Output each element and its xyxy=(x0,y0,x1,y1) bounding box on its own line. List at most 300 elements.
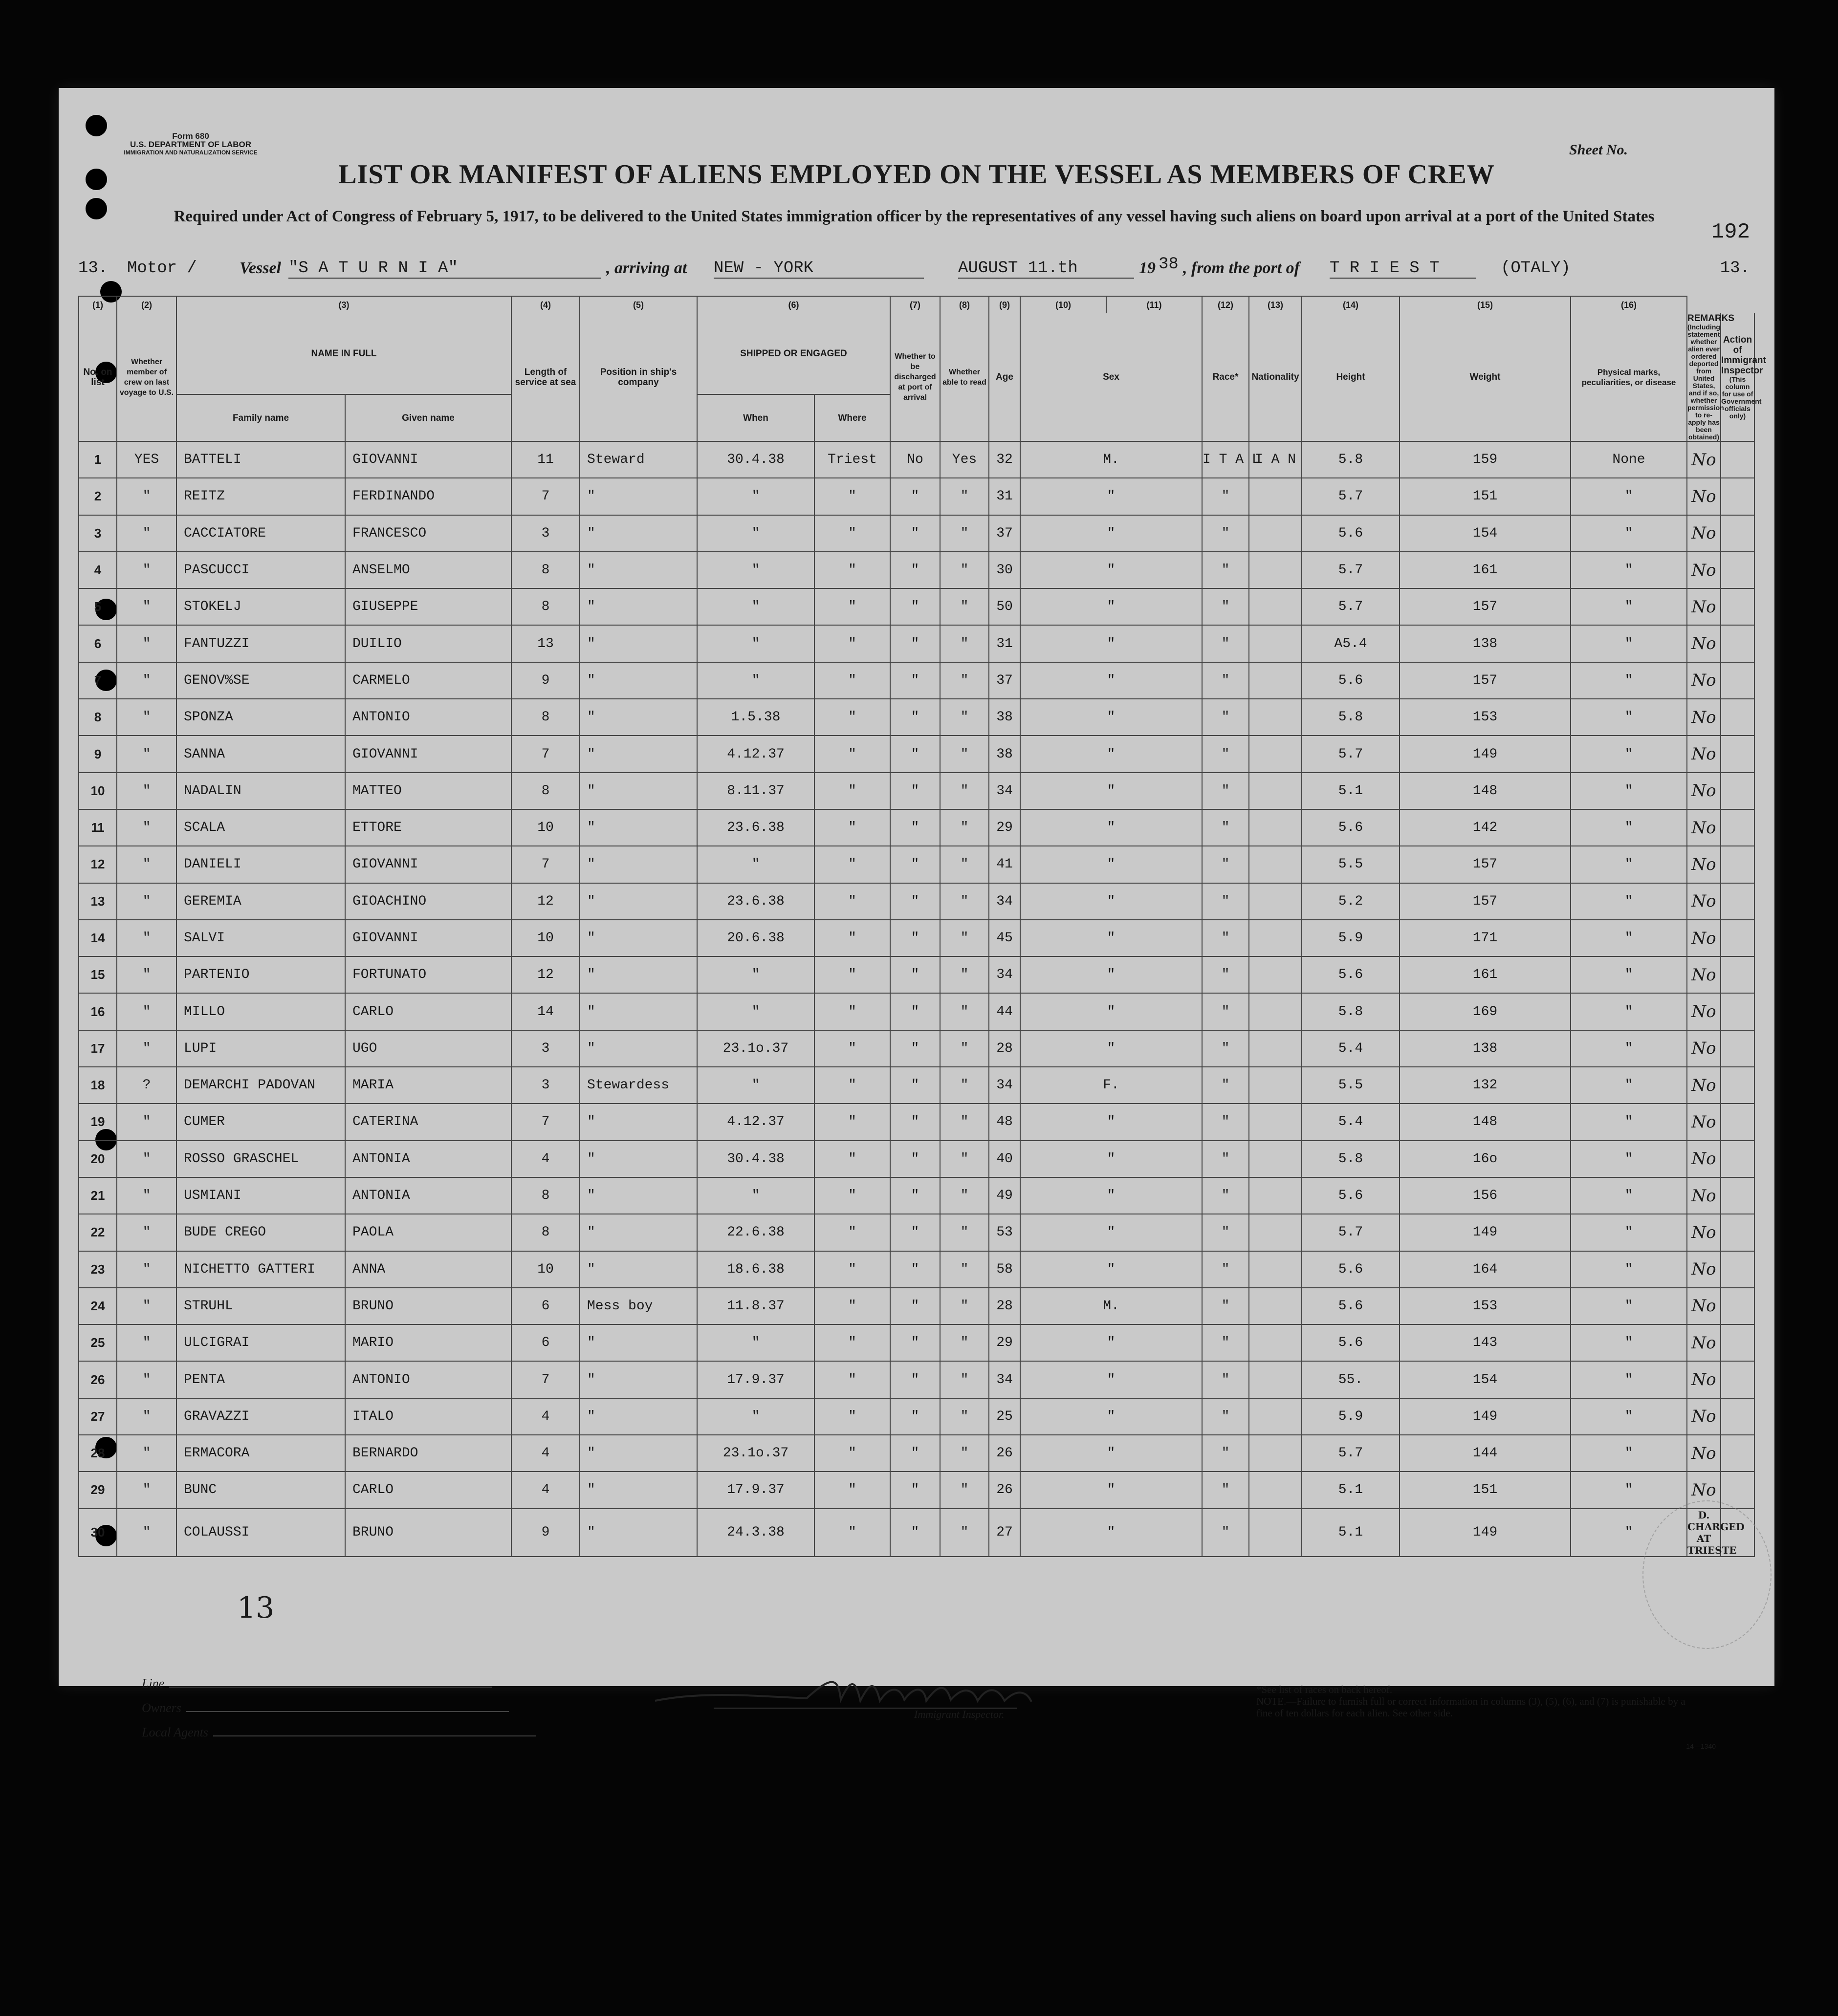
cell-race: " xyxy=(1202,736,1249,772)
cell-race: " xyxy=(1202,846,1249,883)
arrival-date: AUGUST 11.th xyxy=(958,259,1134,279)
cell-remarks: No xyxy=(1687,773,1721,809)
cell-able-to-read: " xyxy=(940,883,989,920)
header-family-name: Family name xyxy=(176,394,345,441)
cell-weight: 148 xyxy=(1400,773,1571,809)
cell-inspector-action xyxy=(1721,993,1754,1030)
cell-nationality xyxy=(1249,1288,1302,1324)
year-prefix: 19 xyxy=(1139,259,1156,277)
cell-inspector-action xyxy=(1721,1104,1754,1140)
agents-label: Local Agents xyxy=(142,1725,209,1739)
cell-physical-marks: " xyxy=(1571,846,1687,883)
cell-given-name: ANNA xyxy=(345,1251,511,1288)
cell-shipped-where: " xyxy=(814,920,890,956)
cell-sex: " xyxy=(1020,1435,1202,1472)
table-row xyxy=(79,1141,1754,1177)
cell-family-name: SPONZA xyxy=(176,699,345,736)
cell-family-name: PENTA xyxy=(176,1361,345,1398)
cell-previous-voyage: " xyxy=(117,552,176,588)
cell-sex: M. xyxy=(1020,1288,1202,1324)
cell-shipped-where: " xyxy=(814,1251,890,1288)
cell-previous-voyage: " xyxy=(117,1141,176,1177)
cell-shipped-when: 24.3.38 xyxy=(697,1509,814,1557)
cell-position: " xyxy=(580,809,697,846)
col-number: (6) xyxy=(697,296,890,313)
cell-weight: 157 xyxy=(1400,883,1571,920)
cell-physical-marks: " xyxy=(1571,1214,1687,1251)
cell-weight: 157 xyxy=(1400,588,1571,625)
cell-physical-marks: " xyxy=(1571,552,1687,588)
inspector-signature xyxy=(645,1657,1085,1720)
vessel-name: "S A T U R N I A" xyxy=(288,259,601,279)
footer-notes xyxy=(1256,1684,1696,1719)
cell-sex: " xyxy=(1020,662,1202,699)
cell-weight: 157 xyxy=(1400,662,1571,699)
races-note: *See list of races on back hereof. xyxy=(1256,1684,1393,1695)
table-row xyxy=(79,956,1754,993)
cell-nationality xyxy=(1249,920,1302,956)
cell-height: 5.8 xyxy=(1302,993,1400,1030)
cell-inspector-action xyxy=(1721,588,1754,625)
cell-race: " xyxy=(1202,1288,1249,1324)
cell-sex: " xyxy=(1020,1104,1202,1140)
cell-weight: 149 xyxy=(1400,1509,1571,1557)
cell-length-of-service: 6 xyxy=(511,1324,580,1361)
cell-position: " xyxy=(580,1251,697,1288)
cell-remarks: No xyxy=(1687,809,1721,846)
cell-position: Mess boy xyxy=(580,1288,697,1324)
remarks-note: (Including statement whether alien ever ordered deported from United States, and if so, whether permission to re-apply has been obtained) xyxy=(1687,323,1724,441)
cell-position: " xyxy=(580,1104,697,1140)
cell-length-of-service: 3 xyxy=(511,1030,580,1067)
table-row xyxy=(79,1509,1754,1557)
cell-inspector-action xyxy=(1721,1251,1754,1288)
table-row xyxy=(79,1177,1754,1214)
header-race: Race* xyxy=(1202,313,1249,441)
cell-sex: " xyxy=(1020,1361,1202,1398)
cell-family-name: GENOV%SE xyxy=(176,662,345,699)
cell-nationality xyxy=(1249,956,1302,993)
cell-weight: 171 xyxy=(1400,920,1571,956)
cell-age: 40 xyxy=(989,1141,1020,1177)
cell-height: 5.6 xyxy=(1302,1324,1400,1361)
col-number: (12) xyxy=(1202,296,1249,313)
cell-discharged: " xyxy=(890,588,940,625)
cell-shipped-when: 17.9.37 xyxy=(697,1361,814,1398)
cell-position: " xyxy=(580,588,697,625)
cell-weight: 148 xyxy=(1400,1104,1571,1140)
cell-position: " xyxy=(580,552,697,588)
cell-age: 44 xyxy=(989,993,1020,1030)
cell-shipped-where: Triest xyxy=(814,441,890,478)
col-number: (14) xyxy=(1302,296,1400,313)
cell-age: 34 xyxy=(989,773,1020,809)
cell-height: 5.6 xyxy=(1302,1288,1400,1324)
cell-remarks: No xyxy=(1687,515,1721,552)
cell-weight: 151 xyxy=(1400,1472,1571,1508)
cell-length-of-service: 9 xyxy=(511,662,580,699)
header-given-name: Given name xyxy=(345,394,511,441)
cell-remarks: No xyxy=(1687,699,1721,736)
cell-inspector-action xyxy=(1721,956,1754,993)
col-number: (3) xyxy=(176,296,511,313)
cell-family-name: SALVI xyxy=(176,920,345,956)
cell-sex: " xyxy=(1020,552,1202,588)
cell-nationality xyxy=(1249,662,1302,699)
cell-able-to-read: " xyxy=(940,1067,989,1104)
cell-height: 5.7 xyxy=(1302,588,1400,625)
cell-weight: 138 xyxy=(1400,1030,1571,1067)
cell-given-name: ANTONIO xyxy=(345,699,511,736)
col-number: (11) xyxy=(1106,296,1202,313)
cell-height: A5.4 xyxy=(1302,625,1400,662)
faded-stamp xyxy=(1642,1500,1772,1649)
cell-able-to-read: " xyxy=(940,478,989,515)
col-number: (8) xyxy=(940,296,989,313)
cell-previous-voyage: " xyxy=(117,1509,176,1557)
cell-height: 5.7 xyxy=(1302,1214,1400,1251)
cell-height: 5.6 xyxy=(1302,515,1400,552)
table-row xyxy=(79,662,1754,699)
cell-inspector-action xyxy=(1721,846,1754,883)
cell-given-name: FRANCESCO xyxy=(345,515,511,552)
cell-length-of-service: 10 xyxy=(511,809,580,846)
table-row xyxy=(79,1472,1754,1508)
cell-shipped-where: " xyxy=(814,956,890,993)
cell-height: 5.6 xyxy=(1302,662,1400,699)
table-row xyxy=(79,1324,1754,1361)
from-port-label: , from the port of xyxy=(1183,259,1300,277)
table-row xyxy=(79,699,1754,736)
cell-sex: " xyxy=(1020,515,1202,552)
cell-family-name: PARTENIO xyxy=(176,956,345,993)
cell-previous-voyage: " xyxy=(117,1361,176,1398)
cell-family-name: CUMER xyxy=(176,1104,345,1140)
cell-sex: M. xyxy=(1020,441,1202,478)
line-field xyxy=(142,1671,536,1696)
cell-given-name: GIUSEPPE xyxy=(345,588,511,625)
cell-able-to-read: " xyxy=(940,1361,989,1398)
col-number: (5) xyxy=(580,296,697,313)
cell-family-name: CACCIATORE xyxy=(176,515,345,552)
cell-position: " xyxy=(580,1141,697,1177)
form-number: Form 680 xyxy=(172,131,209,141)
cell-age: 49 xyxy=(989,1177,1020,1214)
cell-position: " xyxy=(580,1361,697,1398)
cell-physical-marks: " xyxy=(1571,1251,1687,1288)
cell-position: " xyxy=(580,1214,697,1251)
cell-shipped-where: " xyxy=(814,1104,890,1140)
cell-inspector-action xyxy=(1721,552,1754,588)
vessel-label: Vessel xyxy=(240,259,281,277)
department-name: U.S. DEPARTMENT OF LABOR xyxy=(130,140,252,149)
cell-given-name: MATTEO xyxy=(345,773,511,809)
cell-discharged: " xyxy=(890,736,940,772)
cell-given-name: GIOVANNI xyxy=(345,736,511,772)
cell-previous-voyage: " xyxy=(117,699,176,736)
cell-shipped-when: 30.4.38 xyxy=(697,1141,814,1177)
cell-length-of-service: 6 xyxy=(511,1288,580,1324)
form-code: 14—1340 xyxy=(1686,1742,1716,1750)
cell-length-of-service: 4 xyxy=(511,1398,580,1435)
cell-position: " xyxy=(580,993,697,1030)
cell-inspector-action xyxy=(1721,1030,1754,1067)
cell-age: 27 xyxy=(989,1509,1020,1557)
punch-hole xyxy=(86,198,107,219)
cell-previous-voyage: " xyxy=(117,1104,176,1140)
cell-age: 45 xyxy=(989,920,1020,956)
cell-family-name: GRAVAZZI xyxy=(176,1398,345,1435)
sheet-number-label: Sheet No. xyxy=(1569,142,1628,158)
table-row xyxy=(79,1398,1754,1435)
cell-position: " xyxy=(580,478,697,515)
cell-given-name: MARIO xyxy=(345,1324,511,1361)
cell-inspector-action xyxy=(1721,1067,1754,1104)
cell-height: 5.8 xyxy=(1302,699,1400,736)
cell-length-of-service: 8 xyxy=(511,773,580,809)
cell-age: 25 xyxy=(989,1398,1020,1435)
cell-height: 5.6 xyxy=(1302,1251,1400,1288)
cell-race: " xyxy=(1202,1472,1249,1508)
cell-race: " xyxy=(1202,552,1249,588)
cell-sex: " xyxy=(1020,846,1202,883)
table-row xyxy=(79,773,1754,809)
cell-given-name: MARIA xyxy=(345,1067,511,1104)
cell-remarks: No xyxy=(1687,552,1721,588)
cell-weight: 149 xyxy=(1400,1398,1571,1435)
cell-previous-voyage: ? xyxy=(117,1067,176,1104)
cell-discharged: " xyxy=(890,662,940,699)
cell-family-name: NADALIN xyxy=(176,773,345,809)
cell-length-of-service: 8 xyxy=(511,1177,580,1214)
col-number: (15) xyxy=(1400,296,1571,313)
cell-remarks: D. CHARGED AT TRIESTE xyxy=(1687,1509,1745,1556)
cell-weight: 132 xyxy=(1400,1067,1571,1104)
cell-remarks: No xyxy=(1687,920,1721,956)
cell-race: " xyxy=(1202,1030,1249,1067)
cell-position: " xyxy=(580,662,697,699)
header-weight: Weight xyxy=(1400,313,1571,441)
cell-age: 34 xyxy=(989,956,1020,993)
cell-weight: 154 xyxy=(1400,515,1571,552)
cell-discharged: " xyxy=(890,1398,940,1435)
cell-remarks: No xyxy=(1687,1104,1721,1140)
crew-rows xyxy=(79,441,1754,1557)
cell-able-to-read: " xyxy=(940,515,989,552)
cell-discharged: " xyxy=(890,1251,940,1288)
cell-remarks: No xyxy=(1687,1324,1721,1361)
cell-given-name: ANTONIO xyxy=(345,1361,511,1398)
cell-physical-marks: " xyxy=(1571,736,1687,772)
cell-no: 19 xyxy=(79,1104,117,1140)
header-height: Height xyxy=(1302,313,1400,441)
cell-nationality xyxy=(1249,478,1302,515)
cell-shipped-when: " xyxy=(697,846,814,883)
cell-race: " xyxy=(1202,1509,1249,1557)
cell-family-name: PASCUCCI xyxy=(176,552,345,588)
header-age: Age xyxy=(989,313,1020,441)
cell-physical-marks: " xyxy=(1571,956,1687,993)
cell-shipped-when: " xyxy=(697,1067,814,1104)
cell-length-of-service: 8 xyxy=(511,699,580,736)
cell-given-name: BERNARDO xyxy=(345,1435,511,1472)
cell-inspector-action xyxy=(1721,699,1754,736)
table-row xyxy=(79,809,1754,846)
cell-shipped-where: " xyxy=(814,846,890,883)
cell-shipped-when: 17.9.37 xyxy=(697,1472,814,1508)
cell-able-to-read: " xyxy=(940,736,989,772)
cell-length-of-service: 7 xyxy=(511,478,580,515)
cell-inspector-action xyxy=(1721,662,1754,699)
cell-weight: 153 xyxy=(1400,1288,1571,1324)
cell-able-to-read: " xyxy=(940,588,989,625)
cell-previous-voyage: " xyxy=(117,1324,176,1361)
cell-given-name: BRUNO xyxy=(345,1288,511,1324)
cell-sex: " xyxy=(1020,736,1202,772)
departure-port: T R I E S T xyxy=(1330,259,1476,279)
cell-weight: 16o xyxy=(1400,1141,1571,1177)
cell-nationality xyxy=(1249,1435,1302,1472)
cell-sex: F. xyxy=(1020,1067,1202,1104)
inspector-action-note: (This column for use of Government officials only) xyxy=(1721,375,1762,420)
cell-family-name: MILLO xyxy=(176,993,345,1030)
col-number: (13) xyxy=(1249,296,1302,313)
cell-age: 48 xyxy=(989,1104,1020,1140)
cell-physical-marks: " xyxy=(1571,1141,1687,1177)
cell-previous-voyage: " xyxy=(117,1435,176,1472)
cell-position: Steward xyxy=(580,441,697,478)
cell-remarks: No xyxy=(1687,625,1721,662)
cell-discharged: " xyxy=(890,552,940,588)
cell-height: 5.8 xyxy=(1302,441,1400,478)
cell-height: 5.7 xyxy=(1302,1435,1400,1472)
cell-discharged: " xyxy=(890,809,940,846)
cell-discharged: " xyxy=(890,1435,940,1472)
arrival-year: 38 xyxy=(1159,255,1179,274)
cell-inspector-action xyxy=(1721,1435,1754,1472)
cell-discharged: " xyxy=(890,920,940,956)
cell-discharged: " xyxy=(890,1361,940,1398)
cell-shipped-when: " xyxy=(697,588,814,625)
cell-shipped-when: 23.1o.37 xyxy=(697,1435,814,1472)
cell-shipped-where: " xyxy=(814,625,890,662)
cell-weight: 164 xyxy=(1400,1251,1571,1288)
cell-length-of-service: 8 xyxy=(511,552,580,588)
cell-sex: " xyxy=(1020,773,1202,809)
cell-physical-marks: " xyxy=(1571,699,1687,736)
cell-able-to-read: " xyxy=(940,956,989,993)
cell-sex: " xyxy=(1020,1030,1202,1067)
cell-height: 5.7 xyxy=(1302,478,1400,515)
cell-previous-voyage: " xyxy=(117,1214,176,1251)
cell-given-name: GIOACHINO xyxy=(345,883,511,920)
cell-race: " xyxy=(1202,1398,1249,1435)
cell-discharged: " xyxy=(890,1141,940,1177)
cell-weight: 143 xyxy=(1400,1324,1571,1361)
cell-race: " xyxy=(1202,515,1249,552)
cell-age: 53 xyxy=(989,1214,1020,1251)
cell-able-to-read: " xyxy=(940,993,989,1030)
cell-position: " xyxy=(580,625,697,662)
cell-weight: 157 xyxy=(1400,846,1571,883)
cell-family-name: NICHETTO GATTERI xyxy=(176,1251,345,1288)
departure-country: (OTALY) xyxy=(1501,259,1571,278)
cell-given-name: CARLO xyxy=(345,993,511,1030)
cell-given-name: CARMELO xyxy=(345,662,511,699)
cell-shipped-where: " xyxy=(814,993,890,1030)
cell-able-to-read: " xyxy=(940,625,989,662)
cell-physical-marks: " xyxy=(1571,773,1687,809)
cell-position: " xyxy=(580,1472,697,1508)
cell-sex: " xyxy=(1020,809,1202,846)
cell-nationality xyxy=(1249,1104,1302,1140)
cell-nationality xyxy=(1249,1251,1302,1288)
table-row xyxy=(79,1361,1754,1398)
cell-sex: " xyxy=(1020,1398,1202,1435)
cell-no: 29 xyxy=(79,1472,117,1508)
cell-shipped-when: 23.6.38 xyxy=(697,883,814,920)
cell-sex: " xyxy=(1020,993,1202,1030)
document-title: LIST OR MANIFEST OF ALIENS EMPLOYED ON THE VESSEL AS MEMBERS OF CREW xyxy=(338,159,1495,190)
cell-shipped-where: " xyxy=(814,1361,890,1398)
cell-sex: " xyxy=(1020,625,1202,662)
cell-no: 12 xyxy=(79,846,117,883)
cell-age: 31 xyxy=(989,625,1020,662)
table-row xyxy=(79,515,1754,552)
cell-nationality: I A N xyxy=(1249,441,1302,478)
cell-height: 5.4 xyxy=(1302,1104,1400,1140)
cell-remarks: No xyxy=(1687,1472,1721,1508)
cell-weight: 161 xyxy=(1400,956,1571,993)
cell-age: 38 xyxy=(989,699,1020,736)
cell-race: " xyxy=(1202,1361,1249,1398)
service-name: IMMIGRATION AND NATURALIZATION SERVICE xyxy=(124,149,258,156)
cell-given-name: ANTONIA xyxy=(345,1177,511,1214)
cell-previous-voyage: " xyxy=(117,515,176,552)
table-row xyxy=(79,846,1754,883)
cell-physical-marks: " xyxy=(1571,1509,1687,1557)
cell-no: 4 xyxy=(79,552,117,588)
cell-race: " xyxy=(1202,1214,1249,1251)
cell-physical-marks: " xyxy=(1571,1361,1687,1398)
cell-race: " xyxy=(1202,883,1249,920)
cell-remarks: No xyxy=(1687,1141,1721,1177)
col-number: (9) xyxy=(989,296,1020,313)
cell-family-name: DEMARCHI PADOVAN xyxy=(176,1067,345,1104)
cell-height: 5.5 xyxy=(1302,1067,1400,1104)
cell-no: 24 xyxy=(79,1288,117,1324)
cell-nationality xyxy=(1249,1361,1302,1398)
cell-given-name: GIOVANNI xyxy=(345,441,511,478)
cell-age: 28 xyxy=(989,1030,1020,1067)
cell-shipped-when: 30.4.38 xyxy=(697,441,814,478)
cell-race: " xyxy=(1202,809,1249,846)
cell-shipped-where: " xyxy=(814,1177,890,1214)
header-inspector-action xyxy=(1721,313,1766,441)
cell-sex: " xyxy=(1020,920,1202,956)
col-number: (16) xyxy=(1571,296,1687,313)
cell-height: 5.9 xyxy=(1302,920,1400,956)
cell-no: 15 xyxy=(79,956,117,993)
cell-physical-marks: " xyxy=(1571,1324,1687,1361)
col-number: (10) xyxy=(1020,296,1106,313)
cell-physical-marks: " xyxy=(1571,993,1687,1030)
cell-previous-voyage: " xyxy=(117,846,176,883)
vessel-type: Motor / xyxy=(127,259,197,278)
cell-discharged: " xyxy=(890,883,940,920)
cell-given-name: BRUNO xyxy=(345,1509,511,1557)
cell-inspector-action xyxy=(1721,625,1754,662)
